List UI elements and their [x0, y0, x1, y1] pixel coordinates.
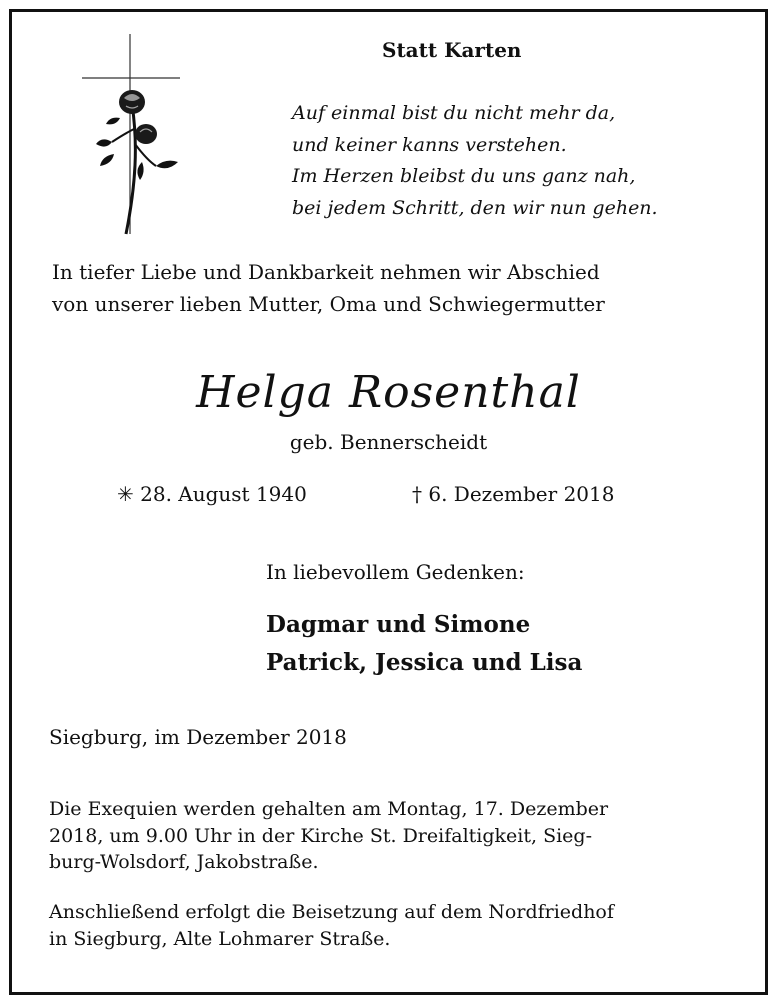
burial-notice: Anschließend erfolgt die Beisetzung auf dem Nordfriedhof in Siegburg, Alte Lohmarer Straße. — [49, 901, 614, 950]
mourners-list: Dagmar und Simone Patrick, Jessica und Lisa — [266, 611, 583, 676]
obituary-frame — [9, 9, 768, 995]
cross-with-rose-icon — [82, 34, 202, 244]
poem-verse: Auf einmal bist du nicht mehr da, und keiner kanns verstehen. Im Herzen bleibst du uns ganz nah, bei jedem Schritt, den wir nun gehen. — [292, 102, 658, 219]
deceased-name: Helga Rosenthal — [196, 367, 581, 418]
place-date: Siegburg, im Dezember 2018 — [49, 725, 347, 749]
intro-text: In tiefer Liebe und Dankbarkeit nehmen wir Abschied von unserer lieben Mutter, Oma und Schwiegermutter — [52, 260, 605, 316]
birth-date: ✳ 28. August 1940 — [117, 482, 307, 506]
maiden-name: geb. Bennerscheidt — [289, 430, 488, 454]
header-title: Statt Karten — [382, 38, 522, 62]
death-date: † 6. Dezember 2018 — [412, 482, 615, 506]
memorial-label: In liebevollem Gedenken: — [266, 560, 525, 584]
service-notice: Die Exequien werden gehalten am Montag, 17. Dezember 2018, um 9.00 Uhr in der Kirche St. Dreifaltigkeit, Sieg- burg-Wolsdorf, Jakobstraße. — [49, 798, 609, 873]
